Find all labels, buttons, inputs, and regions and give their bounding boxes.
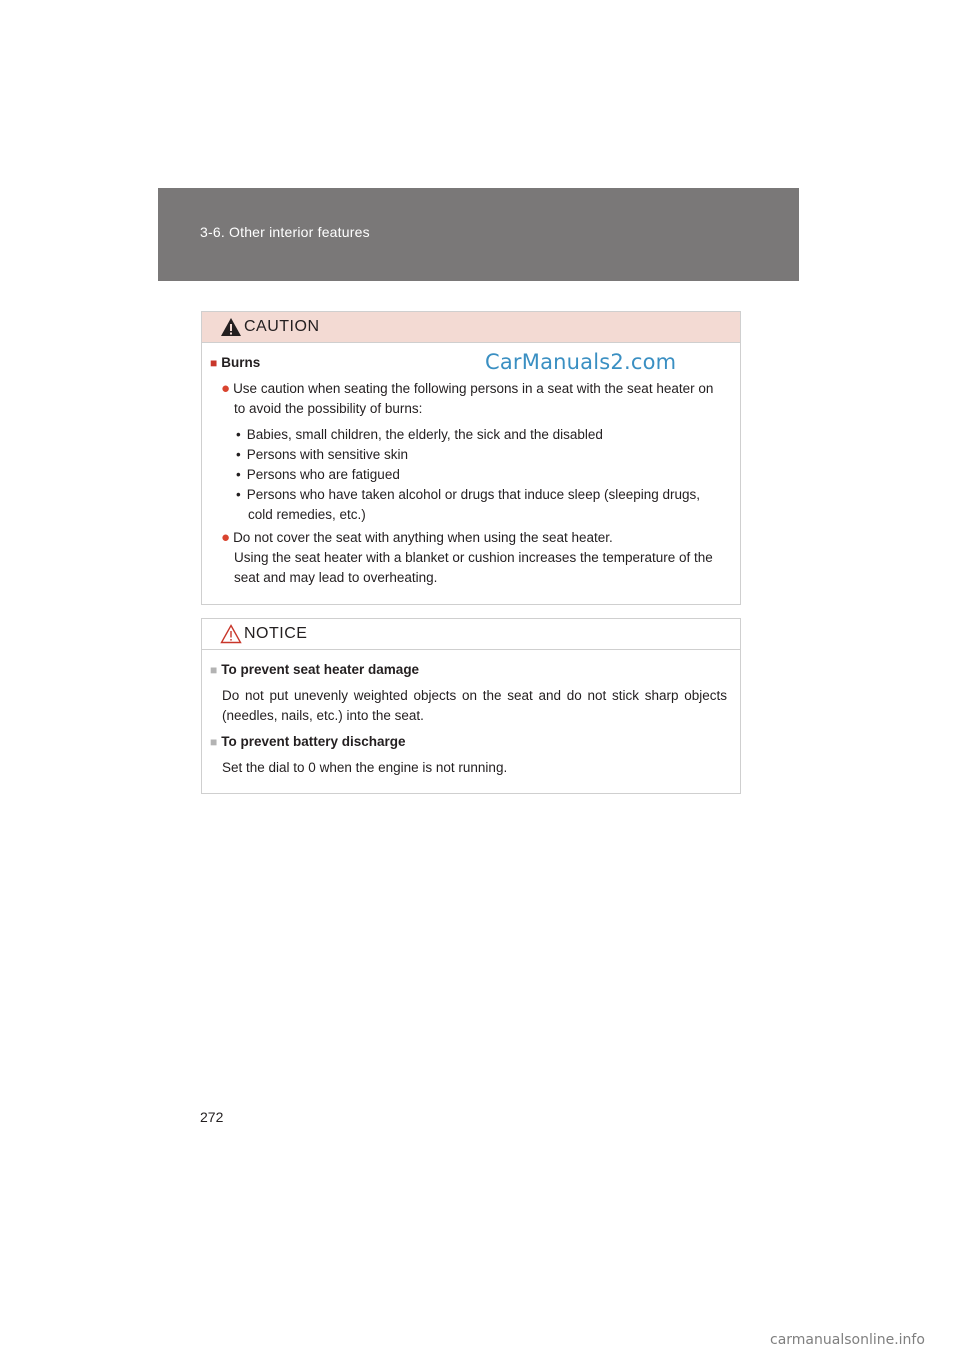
page-number: 272 xyxy=(200,1109,224,1125)
caution-bullet-2-line-1: ● Do not cover the seat with anything when using the seat heater. xyxy=(221,529,613,546)
notice-triangle-icon xyxy=(220,624,242,644)
caution-subhead: ■ Burns xyxy=(210,355,261,370)
notice-para-1-line-1: Do not put unevenly weighted objects on the seat and do not stick sharp objects xyxy=(222,688,727,703)
caution-bullet-1-line-1: ● Use caution when seating the following persons in a seat with the seat heater on xyxy=(221,380,714,397)
notice-box xyxy=(201,618,741,794)
section-title: 3-6. Other interior features xyxy=(200,224,370,240)
list-item-continuation: cold remedies, etc.) xyxy=(248,507,366,522)
square-bullet-icon: ■ xyxy=(210,663,218,677)
watermark-text: CarManuals2.com xyxy=(485,350,677,374)
list-item: • Persons who have taken alcohol or drugs that induce sleep (sleeping drugs, xyxy=(236,487,701,502)
notice-para-2: Set the dial to 0 when the engine is not running. xyxy=(222,760,508,775)
round-bullet-icon: ● xyxy=(221,529,231,546)
list-item: • Babies, small children, the elderly, the sick and the disabled xyxy=(236,427,603,442)
caution-bullet-1-line-2: to avoid the possibility of burns: xyxy=(234,401,423,416)
caution-title: CAUTION xyxy=(244,318,320,335)
notice-header xyxy=(202,619,740,650)
round-bullet-icon: ● xyxy=(221,380,231,397)
list-item: • Persons who are fatigued xyxy=(236,467,400,482)
caution-bullet-2-line-3: seat and may lead to overheating. xyxy=(234,570,438,585)
square-bullet-icon: ■ xyxy=(210,735,218,749)
notice-subhead-2: ■ To prevent battery discharge xyxy=(210,734,406,749)
section-header-band xyxy=(158,188,799,281)
caution-bullet-2-line-2: Using the seat heater with a blanket or cushion increases the temperature of the xyxy=(234,550,713,565)
caution-header xyxy=(202,312,740,343)
footer-watermark: carmanualsonline.info xyxy=(770,1332,925,1348)
notice-title: NOTICE xyxy=(244,625,308,642)
square-bullet-icon: ■ xyxy=(210,356,218,370)
list-item: • Persons with sensitive skin xyxy=(236,447,409,462)
warning-triangle-icon xyxy=(220,317,242,337)
notice-subhead-1: ■ To prevent seat heater damage xyxy=(210,662,420,677)
notice-para-1-line-2: (needles, nails, etc.) into the seat. xyxy=(222,708,424,723)
